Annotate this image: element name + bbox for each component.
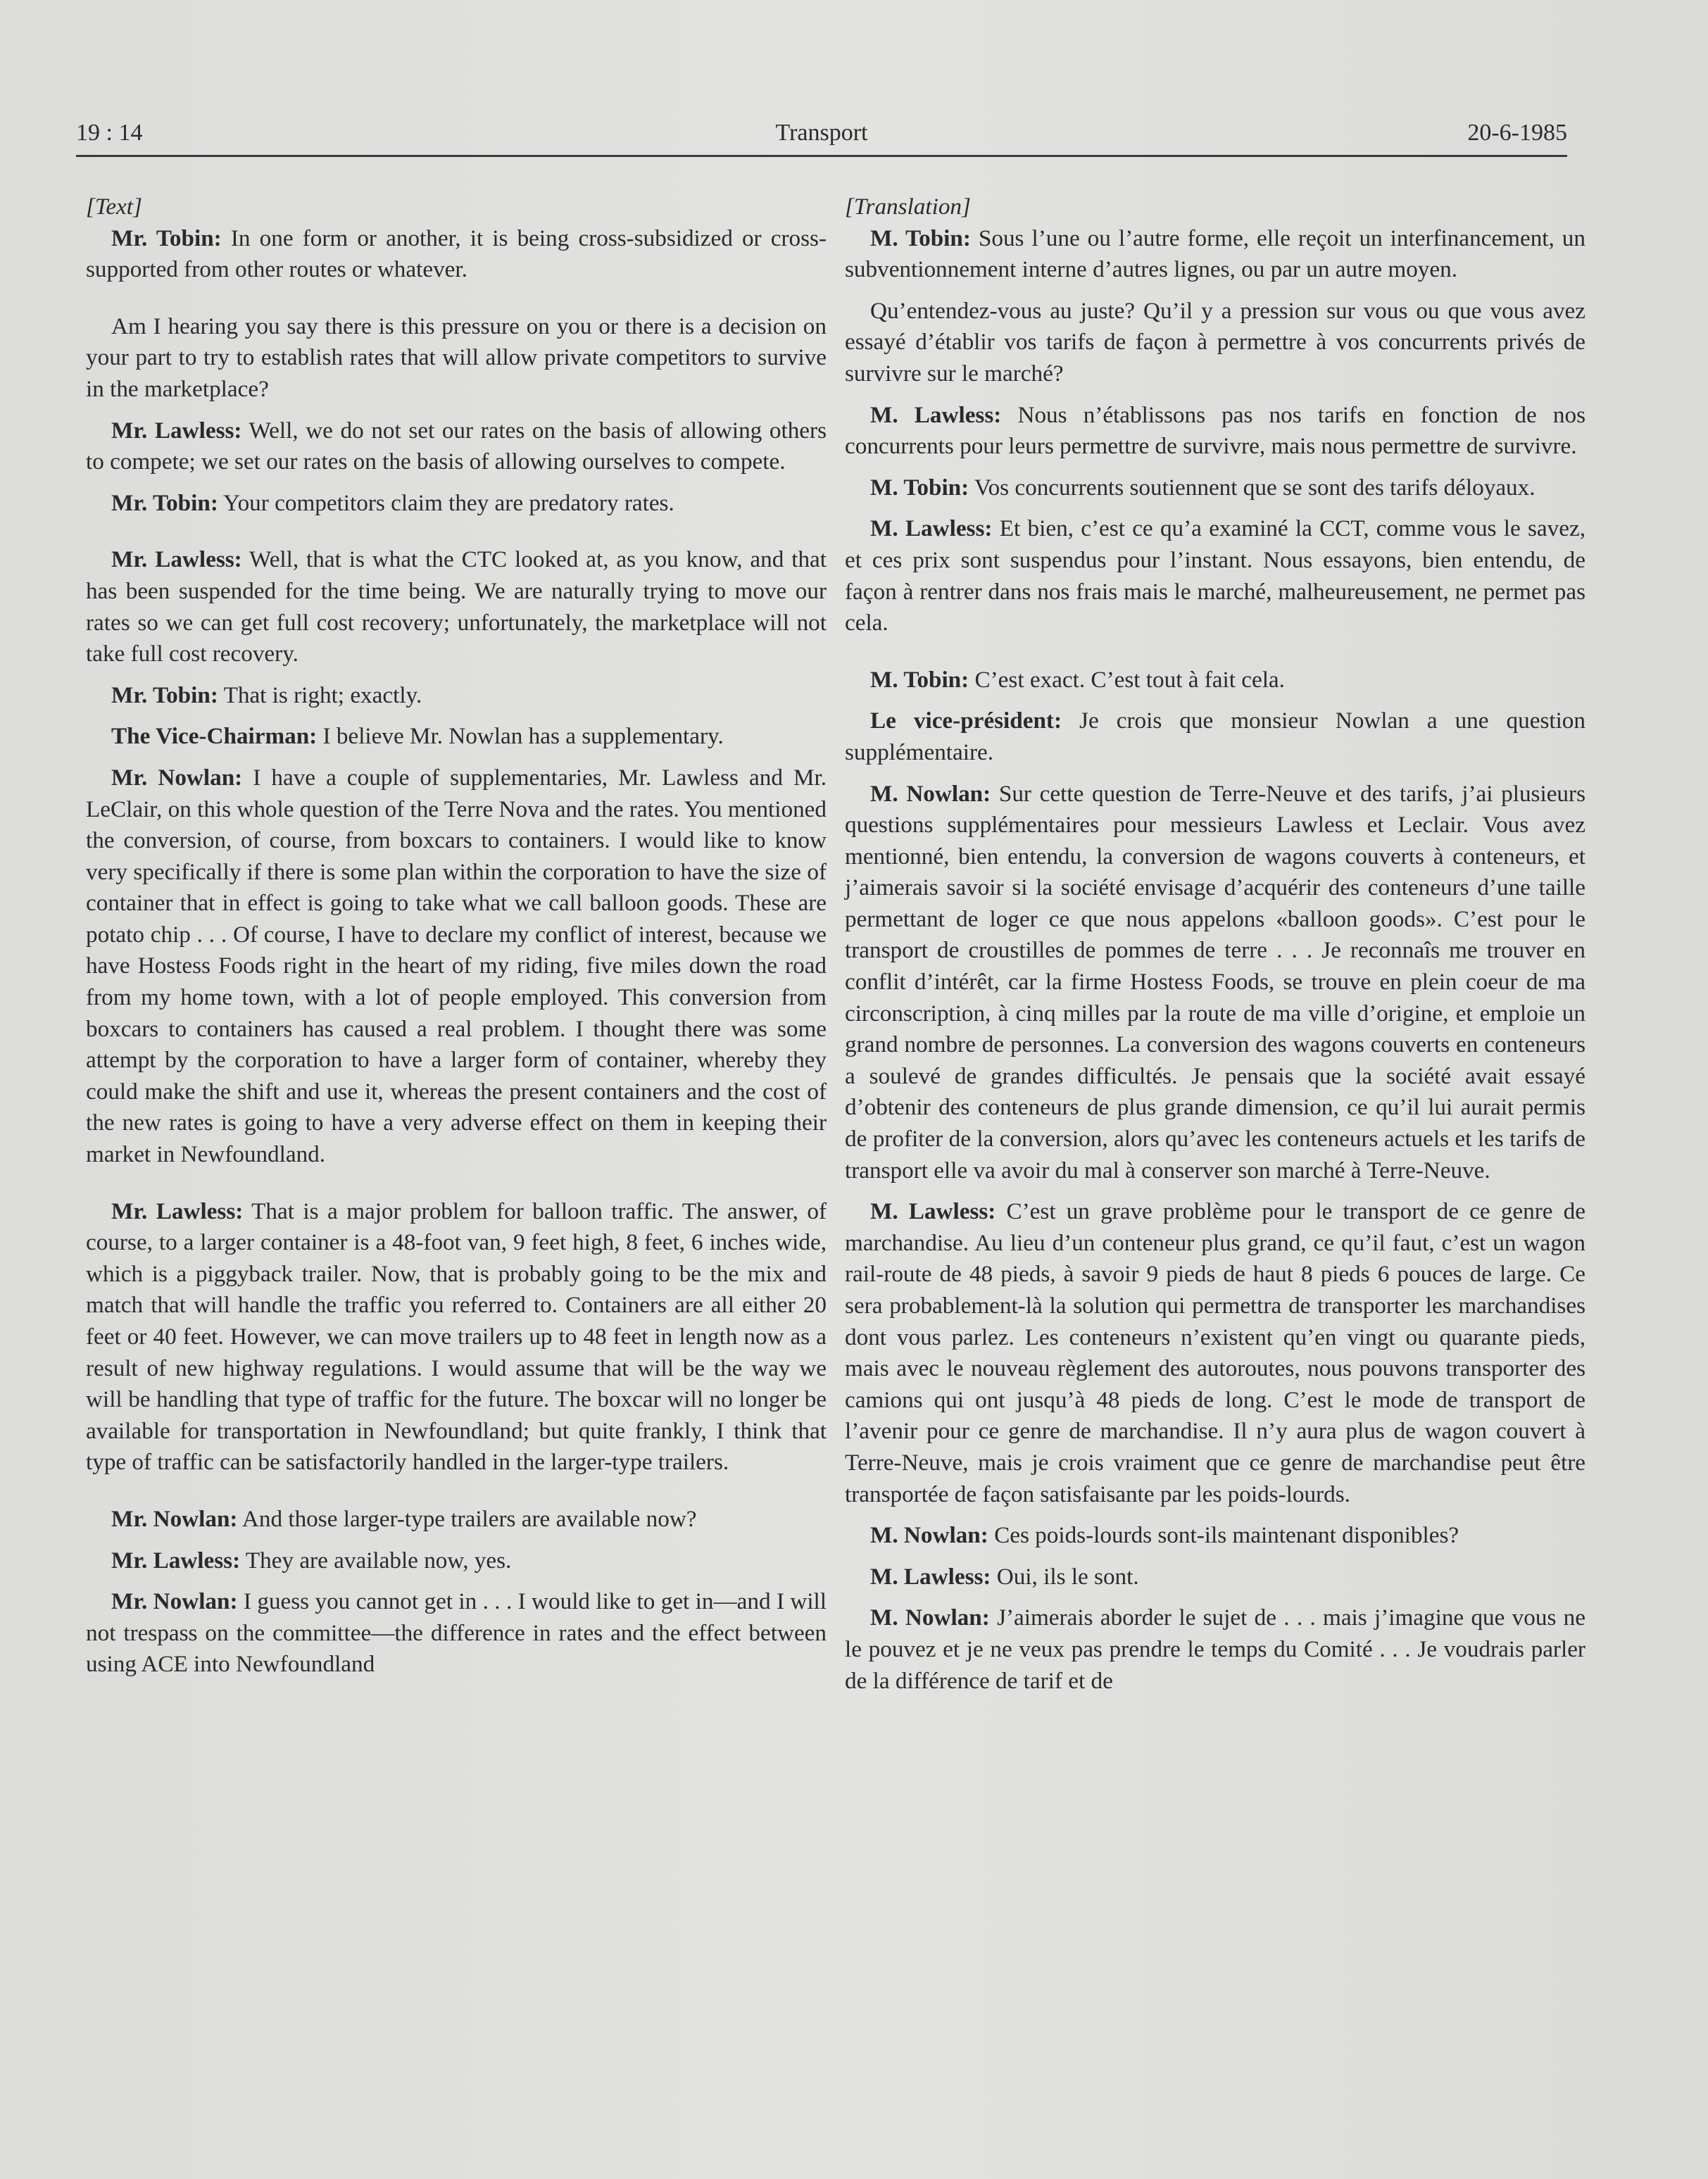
speaker-name: M. Tobin:: [870, 666, 969, 693]
speaker-name: Mr. Tobin:: [111, 682, 218, 708]
speaker-name: Le vice-président:: [870, 708, 1062, 734]
speech-text: Vos concurrents soutiennent que se sont des tarifs déloyaux.: [969, 474, 1536, 501]
page-header: [76, 118, 1567, 157]
french-column: [845, 191, 1585, 1707]
speaker-name: M. Tobin:: [870, 225, 971, 251]
speaker-name: M. Tobin:: [870, 474, 969, 501]
paragraph: [86, 1196, 827, 1478]
speech-text: Am I hearing you say there is this pressure on you or there is a decision on your part to try to establish rates that will allow private competitors to survive in the marketplace?: [86, 313, 827, 402]
speech-text: I have a couple of supplementaries, Mr. Lawless and Mr. LeClair, on this whole question of the Terre Nova and the rates. You mentioned the conversion, of course, from boxcars to containers. I would like to know very specifically if there is some plan within the corporation to have the size of container that in effect is going to take what we call balloon goods. These are potato chip . . . Of course, I have to declare my conflict of interest, because we have Hostess Foods right in the heart of my riding, five miles down the road from my home town, with a lot of people employed. This conversion from boxcars to containers has caused a real problem. I thought there was some attempt by the corporation to have a larger form of container, whereby they could make the shift and use it, whereas the present containers and the cost of the new rates is going to have a very adverse effect on them in keeping their market in Newfoundland.: [86, 764, 827, 1168]
speaker-name: M. Lawless:: [870, 401, 1002, 428]
speech-text: Well, that is what the CTC looked at, as you know, and that has been suspended for the time being. We are naturally trying to move our rates so we can get full cost recovery; unfortunately, the marketplace will not take full cost recovery.: [86, 546, 827, 667]
speech-text: I guess you cannot get in . . . I would like to get in—and I will not trespass on the committee—the difference in rates and the effect between using ACE into Newfoundland: [86, 1588, 827, 1678]
paragraph: [86, 1504, 827, 1536]
paragraph: [845, 705, 1585, 768]
speech-text: Et bien, c’est ce qu’a examiné la CCT, comme vous le savez, et ces prix sont suspendus pour l’instant. Nous essayons, bien entendu, de façon à rentrer dans nos frais mais le marché, malheureusement, ne permet pas cela.: [845, 515, 1586, 636]
speaker-name: M. Lawless:: [870, 1563, 991, 1590]
paragraph: [845, 779, 1585, 1187]
speech-text: That is right; exactly.: [218, 682, 422, 708]
paragraph: [845, 513, 1585, 639]
paragraph: [86, 415, 827, 478]
speech-text: C’est un grave problème pour le transport de ce genre de marchandise. Au lieu d’un conteneur plus grand, ce qu’il faut, c’est un wagon rail-route de 48 pieds, à savoir 9 pieds de haut 8 pieds 6 pouces de large. Ce sera probablement-là la solution qui permettra de transporter les marchandises dont vous parlez. Les conteneurs n’existent qu’en vingt ou quarante pieds, mais avec le nouveau règlement des autoroutes, nous pouvons transporter des camions qui ont jusqu’à 48 pieds de long. C’est le mode de transport de l’avenir pour ce genre de marchandise. Il n’y aura plus de wagon couvert à Terre-Neuve, mais je crois vraiment que ce genre de marchandise peut être transportée de façon satisfaisante par les poids-lourds.: [845, 1198, 1585, 1507]
paragraph: [86, 762, 827, 1171]
paragraph: [86, 1586, 827, 1681]
speaker-name: Mr. Tobin:: [111, 225, 222, 251]
speech-text: They are available now, yes.: [240, 1547, 512, 1574]
speech-text: That is a major problem for balloon traffic. The answer, of course, to a larger container is a 48-foot van, 9 feet high, 8 feet, 6 inches wide, which is a piggyback trailer. Now, that is probably going to be the mix and match that will handle the traffic you referred to. Containers are all either 20 feet or 40 feet. However, we can move trailers up to 48 feet in length now as a result of new highway regulations. I would assume that will be the way we will be handling that type of traffic for the future. The boxcar will no longer be available for transportation in Newfoundland; but quite frankly, I think that type of traffic can be satisfactorily handled in the larger-type trailers.: [86, 1198, 827, 1476]
paragraph: [845, 1562, 1585, 1593]
speech-text: J’aimerais aborder le sujet de . . . mais j’imagine que vous ne le pouvez et je ne veux pas prendre le temps du Comité . . . Je voudrais parler de la différence de tarif et de: [845, 1605, 1585, 1694]
speech-text: Oui, ils le sont.: [991, 1563, 1139, 1590]
speech-text: Sous l’une ou l’autre forme, elle reçoit un interfinancement, un subventionnement interne d’autres lignes, ou par un autre moyen.: [845, 225, 1585, 283]
speech-text: Well, we do not set our rates on the basis of allowing others to compete; we set our rates on the basis of allowing ourselves to compete.: [86, 417, 827, 475]
column-label: [Translation]: [845, 194, 971, 220]
speaker-name: Mr. Lawless:: [111, 1547, 241, 1574]
paragraph: [86, 721, 827, 753]
paragraph: [845, 296, 1585, 390]
paragraph: [86, 680, 827, 712]
speaker-name: Mr. Nowlan:: [111, 1588, 238, 1615]
paragraph: [86, 223, 827, 286]
page-number: 19 : 14: [76, 120, 143, 146]
paragraph: [845, 472, 1585, 504]
paragraph: [845, 665, 1585, 696]
paragraph: [86, 311, 827, 406]
speech-text: Your competitors claim they are predatory rates.: [218, 489, 674, 516]
speech-text: Nous n’établissons pas nos tarifs en fonction de nos concurrents pour leurs permettre de survivre, mais nous permettre de survivre.: [845, 401, 1585, 460]
speaker-name: Mr. Tobin:: [111, 489, 218, 516]
speaker-name: M. Lawless:: [870, 1198, 996, 1225]
speech-text: Qu’entendez-vous au juste? Qu’il y a pression sur vous ou que vous avez essayé d’établir vos tarifs de façon à permettre à vos concurrents privés de survivre sur le marché?: [845, 297, 1585, 387]
speech-text: Sur cette question de Terre-Neuve et des tarifs, j’ai plusieurs questions supplémentaires pour messieurs Lawless et Leclair. Vous avez mentionné, bien entendu, la conversion de wagons couverts à conteneurs, et j’aimerais savoir si la société envisage d’acquérir des conteneurs d’une taille permettant de loger ce que nous appelons «balloon goods». C’est pour le transport de croustilles de pommes de terre . . . Je reconnaîs me trouver en conflit d’intérêt, car la firme Hostess Foods, se trouve en plein coeur de ma circonscription, à cinq milles par la route de ma ville d’origine, et emploie un grand nombre de personnes. La conversion des wagons couverts en conteneurs a soulevé de grandes difficultés. Je pensais que la société avait essayé d’obtenir des conteneurs de plus grande dimension, ce qu’il lui aurait permis de profiter de la conversion, alors qu’avec les conteneurs actuels et les tarifs de transport elle va avoir du mal à conserver son marché à Terre-Neuve.: [845, 780, 1585, 1183]
speaker-name: The Vice-Chairman:: [111, 723, 318, 750]
speech-text: C’est exact. C’est tout à fait cela.: [969, 666, 1285, 693]
speech-text: In one form or another, it is being cross-subsidized or cross-supported from other routes or whatever.: [86, 225, 827, 283]
speaker-name: Mr. Lawless:: [111, 417, 242, 444]
speech-text: Ces poids-lourds sont-ils maintenant disponibles?: [988, 1522, 1459, 1549]
paragraph: [86, 544, 827, 670]
column-label: [Text]: [86, 194, 142, 220]
speaker-name: M. Lawless:: [870, 515, 993, 542]
paragraph: [845, 1520, 1585, 1552]
paragraph: [845, 1602, 1585, 1697]
paragraph: [845, 1196, 1585, 1510]
speaker-name: Mr. Nowlan:: [111, 764, 243, 791]
paragraph: [86, 488, 827, 520]
speaker-name: Mr. Nowlan:: [111, 1505, 238, 1532]
speaker-name: M. Nowlan:: [870, 780, 991, 807]
page-date: 20-6-1985: [1467, 120, 1567, 146]
speech-text: I believe Mr. Nowlan has a supplementary.: [317, 723, 724, 750]
paragraph: [86, 1545, 827, 1577]
speech-text: And those larger-type trailers are available now?: [237, 1505, 697, 1532]
speaker-name: M. Nowlan:: [870, 1605, 990, 1631]
paragraph: [845, 223, 1585, 286]
paragraph: [845, 400, 1585, 463]
speech-text: Je crois que monsieur Nowlan a une question supplémentaire.: [845, 708, 1585, 765]
running-title: Transport: [775, 120, 868, 146]
speaker-name: Mr. Lawless:: [111, 1198, 244, 1224]
speaker-name: M. Nowlan:: [870, 1522, 988, 1549]
speaker-name: Mr. Lawless:: [111, 546, 242, 573]
english-column: [86, 191, 827, 1690]
